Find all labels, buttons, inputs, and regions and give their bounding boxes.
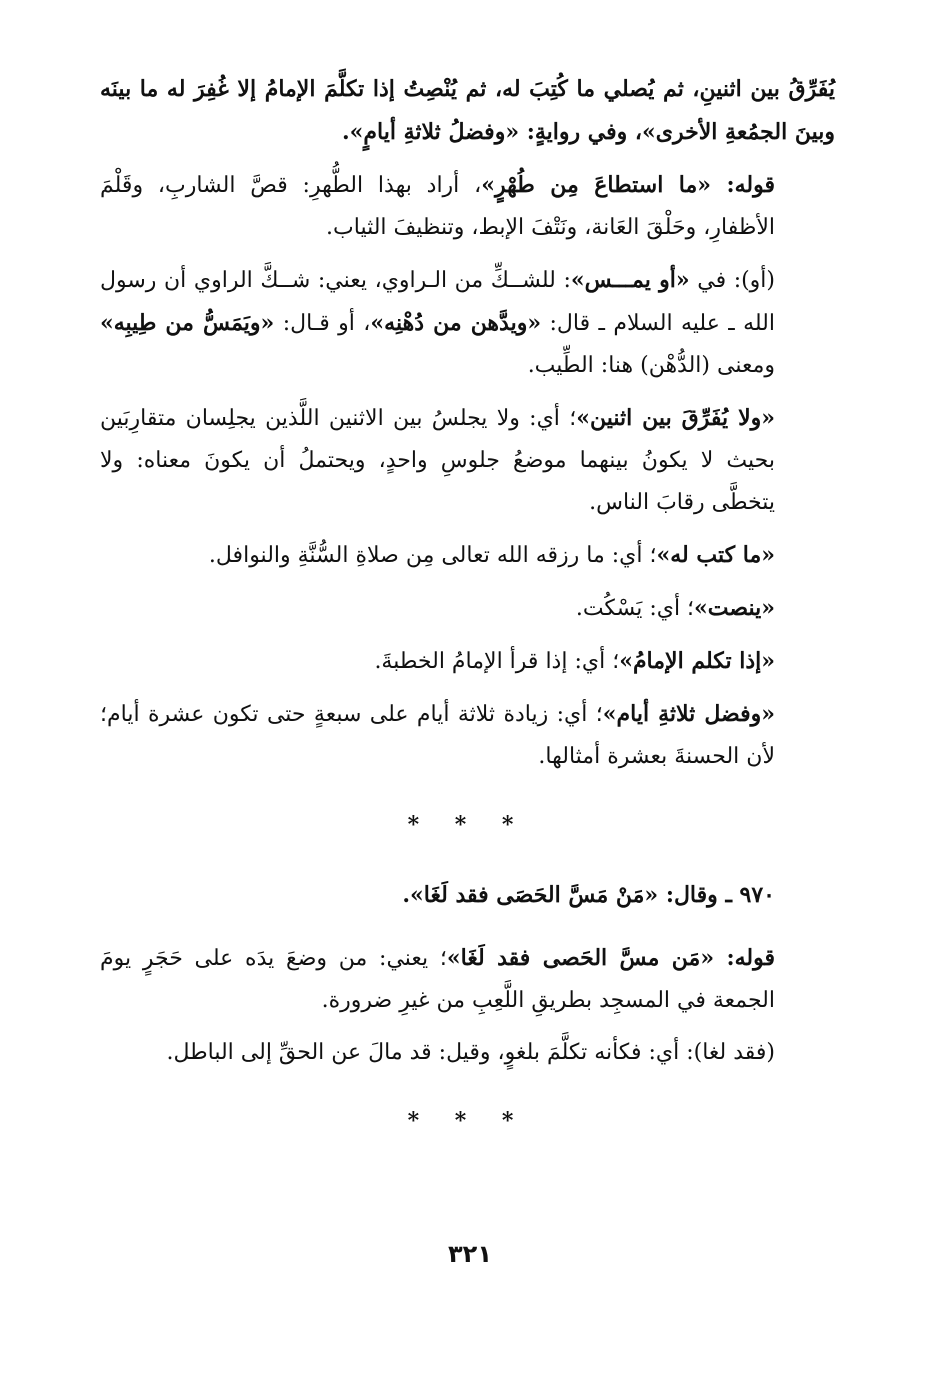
commentary-text: ؛ أي: يَسْكُت.	[575, 596, 695, 621]
hadith-heading	[100, 874, 835, 917]
paragraph	[100, 640, 835, 683]
commentary-text: ؛ أي: زيادة ثلاثة أيام على سبعةٍ حتى تكون عشرة أيام؛ لأن الحسنةَ بعشرة أمثالها.	[100, 702, 775, 769]
quote-bold: قوله: «مَن مسَّ الحَصى فقد لَغَا»	[446, 945, 775, 971]
commentary-text: (فقد لغا): أي: فكأنه تكلَّمَ بلغوٍ، وقيل: قد مالَ عن الحقِّ إلى الباطل.	[166, 1040, 775, 1065]
section-separator: * * *	[407, 1108, 528, 1134]
quote-bold: «وفضل ثلاثةِ أيام»	[602, 701, 775, 727]
hadith-text: «مَنْ مَسَّ الحَصَى فقد لَغَا».	[402, 882, 659, 908]
commentary-text: ، أو قـال:	[274, 311, 371, 336]
page-number: ٣٢١	[448, 1240, 492, 1268]
quote-bold: «إذا تكلم الإمامُ»	[619, 648, 775, 674]
paragraph	[100, 397, 835, 524]
commentary-text: ؛ أي: ولا يجلسُ بين الاثنين اللَّذين يجلِسان متقارِبَين بحيث لا يكونُ بينهما موضعُ جلوسِ واحدٍ، ويحتملُ أن يكونَ معناه: ولا يتخطَّى رقابَ الناس.	[100, 406, 775, 515]
hadith-continuation: يُفَرِّقُ بين اثنينِ، ثم يُصلي ما كُتِبَ له، ثم يُنْصِتُ إذا تكلَّمَ الإمامُ إلا غُفِرَ له ما بينَه وبينَ الجمُعةِ الأخرى»، وفي روايةٍ: «وفضلُ ثلاثةِ أيامٍ».	[100, 76, 835, 145]
paragraph	[100, 164, 835, 249]
quote-bold: «ينصت»	[694, 595, 775, 621]
commentary-text: ؛ أي: ما رزقه الله تعالى مِن صلاةِ السُّنَّةِ والنوافل.	[208, 543, 657, 568]
quote-bold: «أو يمـــس»	[570, 267, 690, 293]
commentary-text: (أو): في	[689, 268, 776, 293]
paragraph	[100, 1032, 835, 1074]
quote-bold: قوله: «ما استطاعَ مِن طُهْرٍ»	[481, 172, 776, 198]
section-separator: * * *	[407, 812, 528, 838]
paragraph	[100, 68, 835, 154]
hadith-number: ٩٧٠ ـ وقال:	[658, 882, 775, 908]
paragraph	[100, 693, 835, 778]
quote-bold: «ما كتب له»	[656, 542, 775, 568]
commentary-text: ؛ يعني: من وضعَ يدَه على حَجَرٍ يومَ الجمعة في المسجِد بطريقِ اللَّعِبِ من غيرِ ضرورة.	[100, 946, 775, 1013]
paragraph	[100, 259, 835, 387]
commentary-text: : للشــكِّ من الـراوي، يعني: شــكَّ الراوي أن رسول الله ـ عليه السلام ـ قال:	[100, 268, 775, 336]
body-text	[100, 68, 835, 1170]
paragraph	[100, 534, 835, 577]
commentary-text: ؛ أي: إذا قرأ الإمامُ الخطبةَ.	[374, 649, 620, 674]
commentary-text: ومعنى (الدُّهْن) هنا: الطِّيب.	[527, 353, 775, 378]
commentary-text: ، أراد بهذا الطُّهرِ: قصَّ الشاربِ، وقَلْمَ الأظفارِ، وحَلْقَ العَانة، ونَتْفَ الإبط، وتنظيفَ الثياب.	[100, 173, 775, 240]
quote-bold: «ولا يُفَرِّقَ بين اثنين»	[576, 405, 775, 431]
paragraph	[100, 937, 835, 1022]
quote-bold: «ويدَّهن من دُهْنِه»	[370, 310, 542, 336]
quote-bold: «ويَمَسُّ من طِيبِه»	[100, 310, 275, 336]
paragraph	[100, 587, 835, 630]
